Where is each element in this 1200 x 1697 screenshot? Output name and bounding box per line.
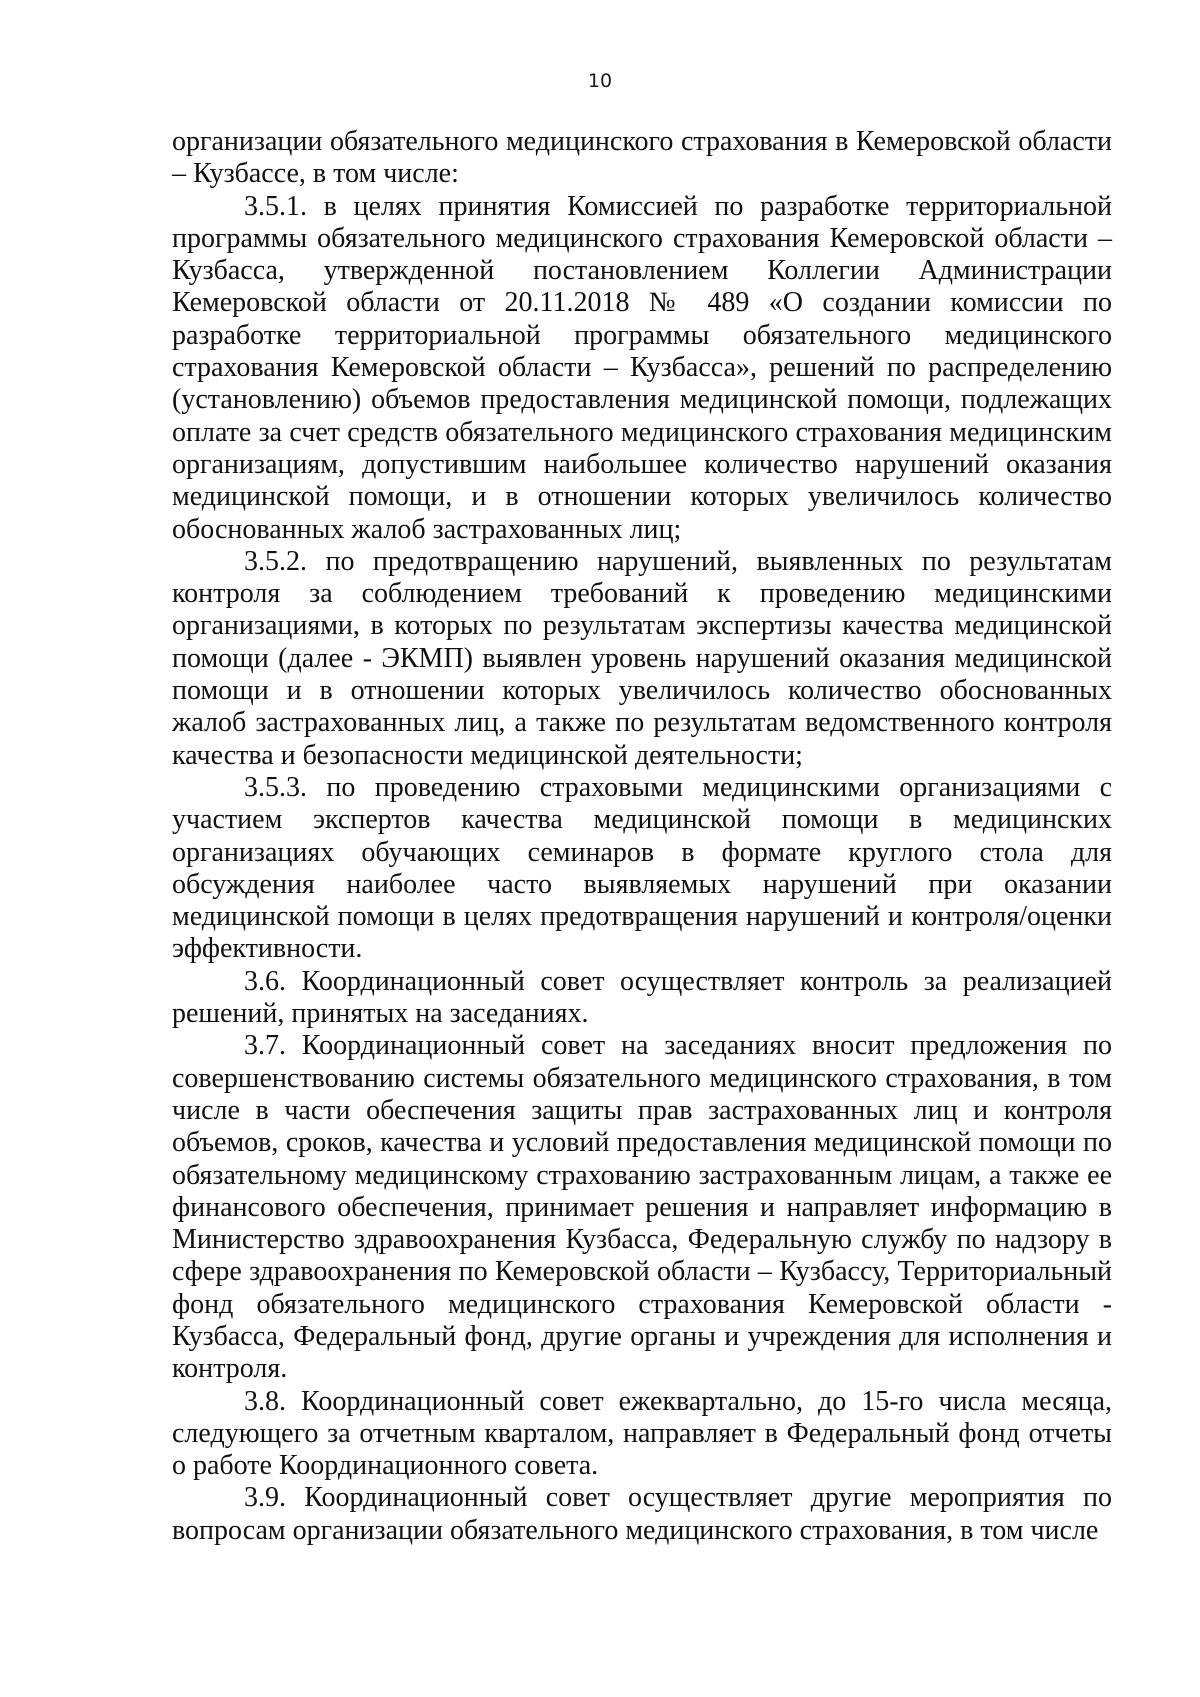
page-number: 10 [587,70,613,92]
paragraph-clause-3-7: 3.7. Координационный совет на заседаниях вносит предложения по совершенствованию системы обязательного медицинского страхования, в том числе в части обеспечения защиты прав застрахованных лиц и контроля объемов, сроков, качества и условий предоставления медицинской помощи по обязательному медицинскому страхованию застрахованным лицам, а также ее финансового обеспечения, принимает решения и направляет информацию в Министерство здравоохранения Кузбасса, Федеральную службу по надзору в сфере здравоохранения по Кемеровской области – Кузбассу, Территориальный фонд обязательного медицинского страхования Кемеровской области - Кузбасса, Федеральный фонд, другие органы и учреждения для исполнения и контроля. [172,1030,1112,1385]
document-body [172,126,1112,1547]
paragraph-clause-3-5-2: 3.5.2. по предотвращению нарушений, выявленных по результатам контроля за соблюдением требований к проведению медицинскими организациями, в которых по результатам экспертизы качества медицинской помощи (далее - ЭКМП) выявлен уровень нарушений оказания медицинской помощи и в отношении которых увеличилось количество обоснованных жалоб застрахованных лиц, а также по результатам ведомственного контроля качества и безопасности медицинской деятельности; [172,545,1112,771]
paragraph-continuation: организации обязательного медицинского страхования в Кемеровской области – Кузбассе, в том числе: [172,126,1112,190]
paragraph-clause-3-5-1: 3.5.1. в целях принятия Комиссией по разработке территориальной программы обязательного медицинского страхования Кемеровской области – Кузбасса, утвержденной постановлением Коллегии Администрации Кемеровской области от 20.11.2018 № 489 «О создании комиссии по разработке территориальной программы обязательного медицинского страхования Кемеровской области – Кузбасса», решений по распределению (установлению) объемов предоставления медицинской помощи, подлежащих оплате за счет средств обязательного медицинского страхования медицинским организациям, допустившим наибольшее количество нарушений оказания медицинской помощи, и в отношении которых увеличилось количество обоснованных жалоб застрахованных лиц; [172,190,1112,545]
paragraph-clause-3-9: 3.9. Координационный совет осуществляет другие мероприятия по вопросам организации обязательного медицинского страхования, в том числе [172,1482,1112,1546]
paragraph-clause-3-5-3: 3.5.3. по проведению страховыми медицинскими организациями с участием экспертов качества медицинской помощи в медицинских организациях обучающих семинаров в формате круглого стола для обсуждения наиболее часто выявляемых нарушений при оказании медицинской помощи в целях предотвращения нарушений и контроля/оценки эффективности. [172,771,1112,965]
paragraph-clause-3-6: 3.6. Координационный совет осуществляет контроль за реализацией решений, принятых на заседаниях. [172,965,1112,1030]
paragraph-clause-3-8: 3.8. Координационный совет ежеквартально, до 15-го числа месяца, следующего за отчетным кварталом, направляет в Федеральный фонд отчеты о работе Координационного совета. [172,1385,1112,1482]
